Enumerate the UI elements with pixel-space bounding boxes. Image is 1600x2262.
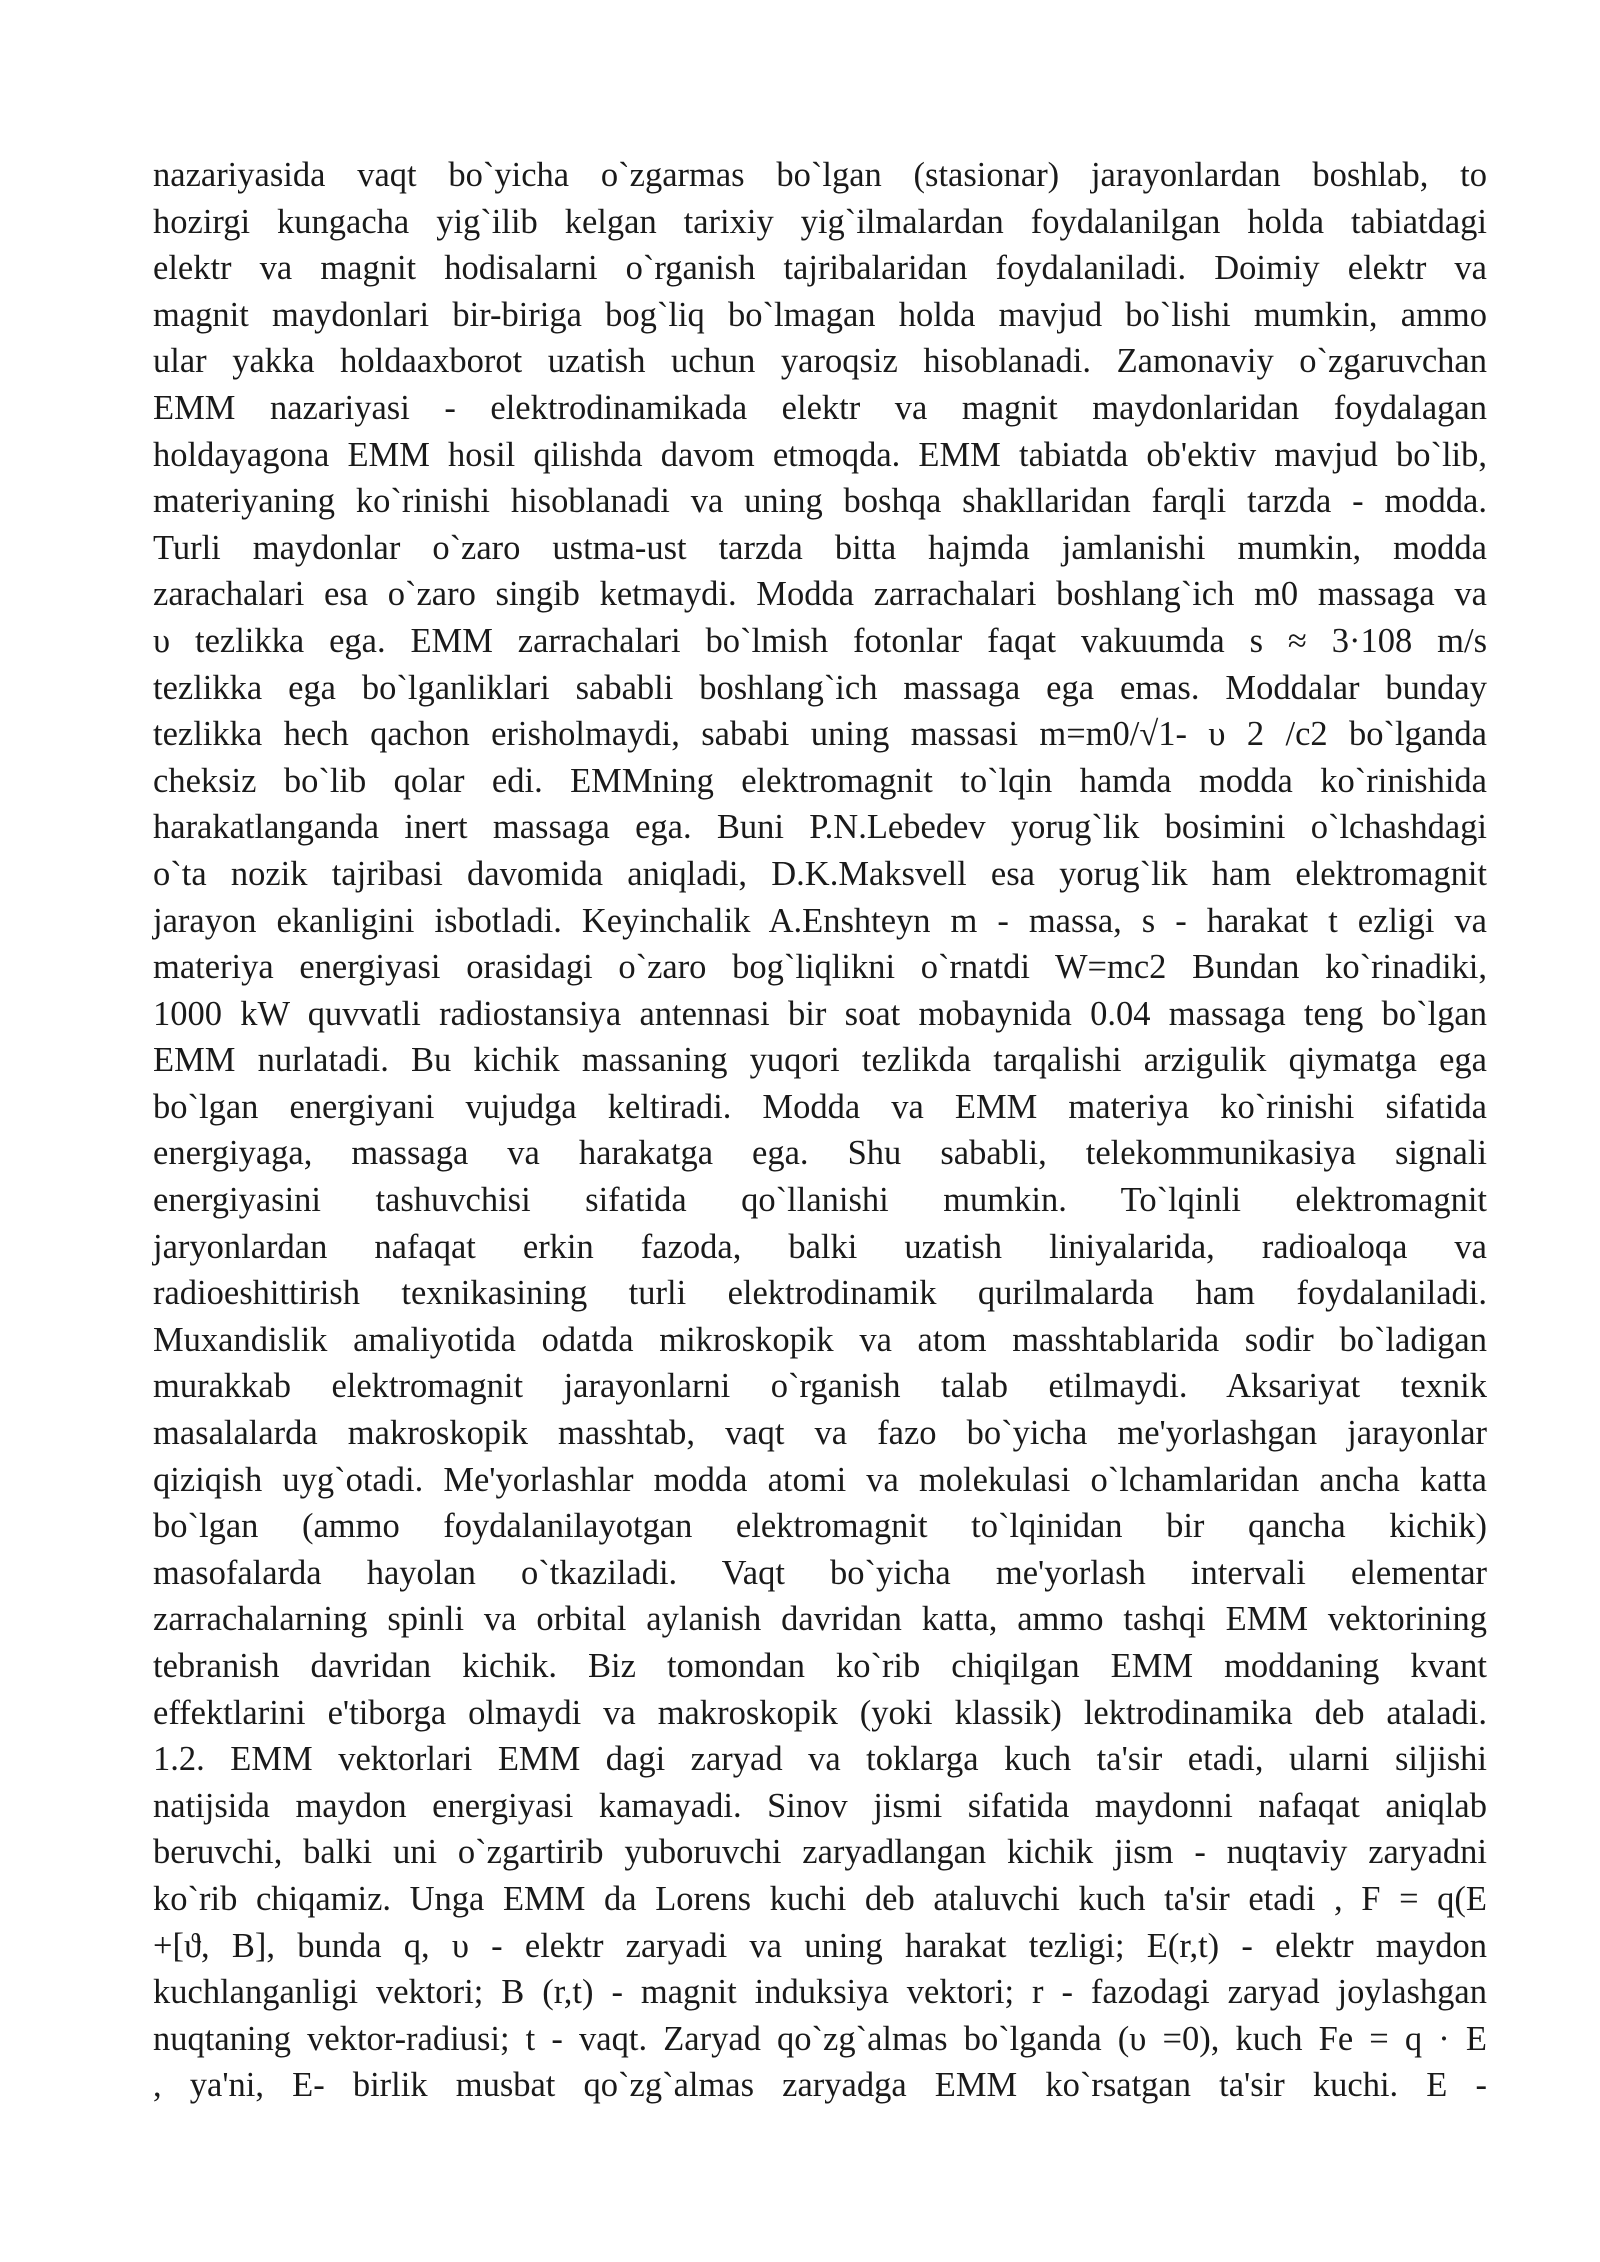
text-line: energiyasini tashuvchisi sifatida qo`llanishi mumkin. To`lqinli elektromagnit	[153, 1181, 1487, 1220]
text-line: tebranish davridan kichik. Biz tomondan ko`rib chiqilgan EMM moddaning kvant	[153, 1647, 1487, 1685]
text-line: murakkab elektromagnit jarayonlarni o`rganish talab etilmaydi. Aksariyat texnik	[153, 1367, 1487, 1406]
text-line: cheksiz bo`lib qolar edi. EMMning elektromagnit to`lqin hamda modda ko`rinishida	[153, 761, 1487, 800]
text-line: , ya'ni, E- birlik musbat qo`zg`almas zaryadga EMM ko`rsatgan ta'sir kuchi. E -	[153, 2066, 1487, 2105]
text-line: jarayon ekanligini isbotladi. Keyinchalik A.Enshteyn m - massa, s - harakat t ezligi va	[153, 901, 1487, 940]
text-line: qiziqish uyg`otadi. Me'yorlashlar modda atomi va molekulasi o`lchamlaridan ancha katta	[153, 1460, 1487, 1499]
text-line: ular yakka holdaaxborot uzatish uchun yaroqsiz hisoblanadi. Zamonaviy o`zgaruvchan	[153, 342, 1487, 381]
text-line: EMM nurlatadi. Bu kichik massaning yuqori tezlikda tarqalishi arzigulik qiymatga ega	[153, 1041, 1487, 1080]
text-line: tezlikka hech qachon erisholmaydi, sababi uning massasi m=m0/√1- υ 2 /c2 bo`lganda	[153, 715, 1487, 754]
text-line: hozirgi kungacha yig`ilib kelgan tarixiy yig`ilmalardan foydalanilgan holda tabiatdagi	[153, 202, 1487, 241]
text-line: tezlikka ega bo`lganliklari sababli boshlang`ich massaga ega emas. Moddalar bunday	[153, 668, 1487, 707]
text-line: masofalarda hayolan o`tkaziladi. Vaqt bo`yicha me'yorlash intervali elementar	[153, 1553, 1487, 1592]
text-line: masalalarda makroskopik masshtab, vaqt va fazo bo`yicha me'yorlashgan jarayonlar	[153, 1414, 1487, 1453]
text-line: 1000 kW quvvatli radiostansiya antennasi bir soat mobaynida 0.04 massaga teng bo`lgan	[153, 994, 1487, 1033]
text-line: beruvchi, balki uni o`zgartirib yuboruvchi zaryadlangan kichik jism - nuqtaviy zaryadni	[153, 1833, 1487, 1872]
text-line: effektlarini e'tiborga olmaydi va makroskopik (yoki klassik) lektrodinamika deb ataladi.	[153, 1693, 1487, 1732]
text-line: υ tezlikka ega. EMM zarrachalari bo`lmish fotonlar faqat vakuumda s ≈ 3·108 m/s	[153, 621, 1487, 660]
text-line: materiyaning ko`rinishi hisoblanadi va uning boshqa shakllaridan farqli tarzda - modda.	[153, 482, 1487, 521]
text-line: radioeshittirish texnikasining turli elektrodinamik qurilmalarda ham foydalaniladi.	[153, 1274, 1487, 1313]
text-line: nazariyasida vaqt bo`yicha o`zgarmas bo`lgan (stasionar) jarayonlardan boshlab, to	[153, 156, 1487, 194]
text-line: elektr va magnit hodisalarni o`rganish tajribalaridan foydalaniladi. Doimiy elektr va	[153, 249, 1487, 288]
text-line: zarrachalarning spinli va orbital aylanish davridan katta, ammo tashqi EMM vektorining	[153, 1600, 1487, 1639]
text-line: 1.2. EMM vektorlari EMM dagi zaryad va toklarga kuch ta'sir etadi, ularni siljishi	[153, 1740, 1487, 1779]
text-line: zarachalari esa o`zaro singib ketmaydi. Modda zarrachalari boshlang`ich m0 massaga va	[153, 575, 1487, 614]
text-line: Turli maydonlar o`zaro ustma-ust tarzda bitta hajmda jamlanishi mumkin, modda	[153, 528, 1487, 567]
text-line: holdayagona EMM hosil qilishda davom etmoqda. EMM tabiatda ob'ektiv mavjud bo`lib,	[153, 435, 1487, 474]
text-line: nuqtaning vektor-radiusi; t - vaqt. Zaryad qo`zg`almas bo`lganda (υ =0), kuch Fe = q · E	[153, 2019, 1487, 2058]
text-line: magnit maydonlari bir-biriga bog`liq bo`lmagan holda mavjud bo`lishi mumkin, ammo	[153, 295, 1487, 334]
text-line: ko`rib chiqamiz. Unga EMM da Lorens kuchi deb ataluvchi kuch ta'sir etadi , F = q(E	[153, 1879, 1487, 1918]
text-line: bo`lgan energiyani vujudga keltiradi. Modda va EMM materiya ko`rinishi sifatida	[153, 1087, 1487, 1126]
text-line: bo`lgan (ammo foydalanilayotgan elektromagnit to`lqinidan bir qancha kichik)	[153, 1507, 1487, 1546]
text-line: natijsida maydon energiyasi kamayadi. Sinov jismi sifatida maydonni nafaqat aniqlab	[153, 1786, 1487, 1825]
body-text	[153, 152, 1487, 2109]
text-line: +[ϑ, B], bunda q, υ - elektr zaryadi va uning harakat tezligi; E(r,t) - elektr maydon	[153, 1926, 1487, 1965]
text-line: o`ta nozik tajribasi davomida aniqladi, D.K.Maksvell esa yorug`lik ham elektromagnit	[153, 854, 1487, 893]
text-line: harakatlanganda inert massaga ega. Buni P.N.Lebedev yorug`lik bosimini o`lchashdagi	[153, 808, 1487, 847]
text-line: jaryonlardan nafaqat erkin fazoda, balki uzatish liniyalarida, radioaloqa va	[153, 1227, 1487, 1266]
text-line: materiya energiyasi orasidagi o`zaro bog`liqlikni o`rnatdi W=mc2 Bundan ko`rinadiki,	[153, 948, 1487, 987]
text-line: EMM nazariyasi - elektrodinamikada elektr va magnit maydonlaridan foydalagan	[153, 388, 1487, 427]
text-line: energiyaga, massaga va harakatga ega. Shu sababli, telekommunikasiya signali	[153, 1134, 1487, 1173]
text-line: Muxandislik amaliyotida odatda mikroskopik va atom masshtablarida sodir bo`ladigan	[153, 1320, 1487, 1359]
text-line: kuchlanganligi vektori; B (r,t) - magnit induksiya vektori; r - fazodagi zaryad joylashgan	[153, 1973, 1487, 2012]
